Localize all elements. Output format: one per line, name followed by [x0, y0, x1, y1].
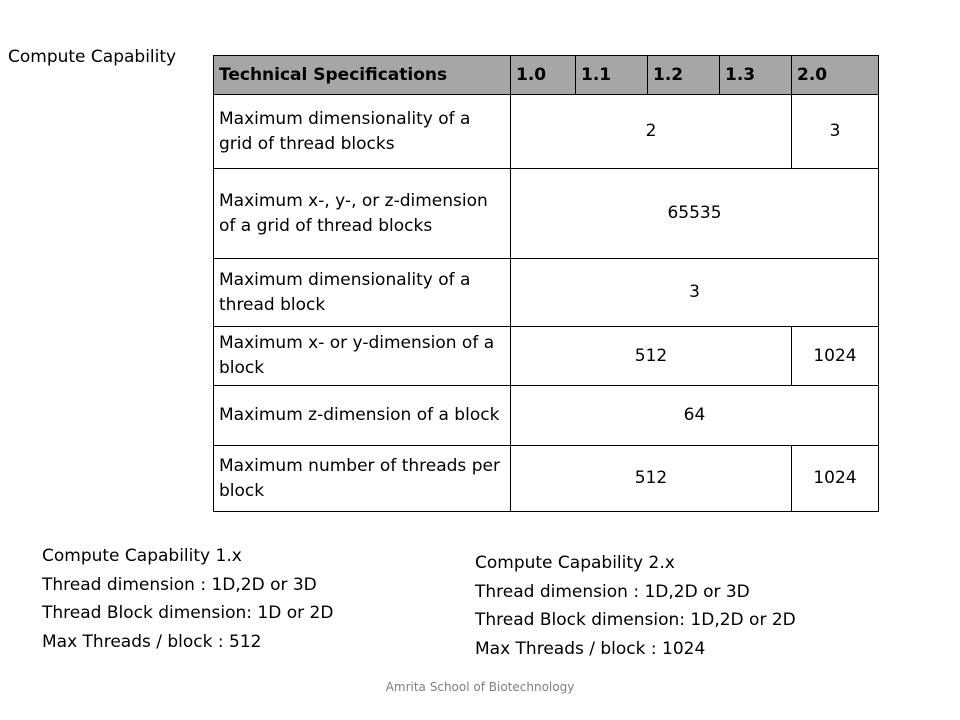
- note-line: Compute Capability 2.x: [475, 553, 675, 573]
- value-cell: 2: [511, 95, 792, 169]
- note-line: Thread Block dimension: 1D,2D or 2D: [475, 610, 796, 630]
- note-line: Max Threads / block : 512: [42, 631, 262, 652]
- table-row: [214, 259, 879, 327]
- header-cell: 1.2: [648, 56, 720, 95]
- footer-text: Amrita School of Biotechnology: [385, 680, 575, 694]
- header-cell: 1.3: [720, 56, 792, 95]
- value-cell: 65535: [511, 169, 879, 259]
- table-row: [214, 327, 879, 386]
- value-cell: 3: [792, 95, 879, 169]
- header-cell: 1.0: [511, 56, 576, 95]
- note-line: Max Threads / block : 1024: [475, 638, 706, 659]
- table-caption: Compute Capability: [8, 47, 177, 67]
- table-header-row: [214, 56, 879, 95]
- note-cc-2x: [475, 549, 796, 663]
- value-cell: 512: [511, 446, 792, 512]
- row-label: Maximum dimensionality of a grid of thread blocks: [214, 95, 511, 169]
- value-cell: 512: [511, 327, 792, 386]
- table-row: [214, 169, 879, 259]
- note-line: Compute Capability 1.x: [42, 546, 242, 566]
- value-cell: 64: [511, 386, 879, 446]
- table-row: [214, 386, 879, 446]
- value-cell: 1024: [792, 446, 879, 512]
- row-label: Maximum dimensionality of a thread block: [214, 259, 511, 327]
- header-cell: 1.1: [576, 56, 648, 95]
- value-cell: 1024: [792, 327, 879, 386]
- row-label: Maximum z-dimension of a block: [214, 386, 511, 446]
- table-row: [214, 95, 879, 169]
- spec-table: [213, 55, 879, 512]
- header-cell: Technical Specifications: [214, 56, 511, 95]
- row-label: Maximum x- or y-dimension of a block: [214, 327, 511, 386]
- table-row: [214, 446, 879, 512]
- note-line: Thread dimension : 1D,2D or 3D: [475, 581, 750, 602]
- row-label: Maximum number of threads per block: [214, 446, 511, 512]
- note-cc-1x: [42, 542, 333, 656]
- row-label: Maximum x-, y-, or z-dimension of a grid of thread blocks: [214, 169, 511, 259]
- header-cell: 2.0: [792, 56, 879, 95]
- value-cell: 3: [511, 259, 879, 327]
- note-line: Thread Block dimension: 1D or 2D: [42, 603, 334, 623]
- note-line: Thread dimension : 1D,2D or 3D: [42, 574, 317, 595]
